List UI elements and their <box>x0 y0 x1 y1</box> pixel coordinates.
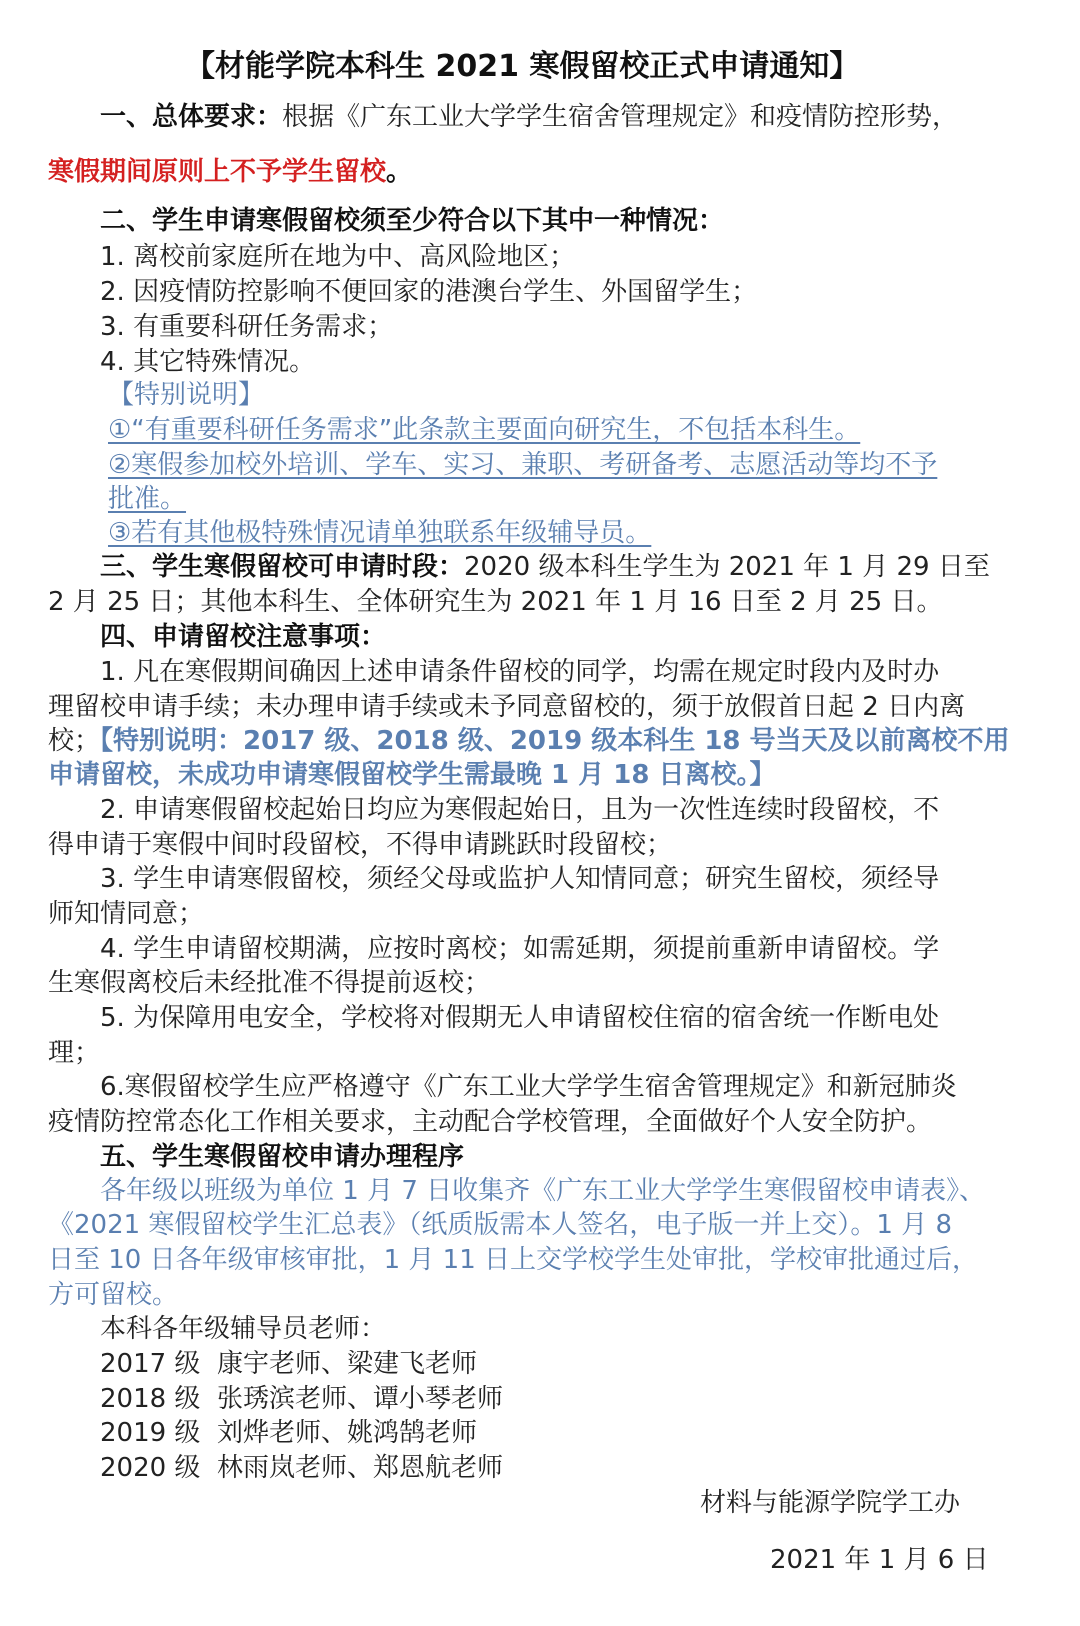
counselor-row-2017: 2017 级 康宇老师、梁建飞老师 <box>100 1349 477 1379</box>
section-2-item-2: 2. 因疫情防控影响不便回家的港澳台学生、外国留学生； <box>100 277 758 307</box>
counselor-row-2020: 2020 级 林雨岚老师、郑恩航老师 <box>100 1453 503 1483</box>
signature-org: 材料与能源学院学工办 <box>700 1488 961 1518</box>
section-4-p2-l2: 得申请于寒假中间时段留校，不得申请跳跃时段留校； <box>48 830 673 860</box>
section-2-item-4: 4. 其它特殊情况。 <box>100 347 316 377</box>
section-2-item-1: 1. 离校前家庭所在地为中、高风险地区； <box>100 242 576 272</box>
notice-title: 【材能学院本科生 2021 寒假留校正式申请通知】 <box>185 49 860 84</box>
section-4-p4-l1: 4. 学生申请留校期满，应按时离校；如需延期，须提前重新申请留校。学 <box>100 934 940 964</box>
section-4-p1-l3-start: 校； <box>48 726 101 756</box>
section-5-heading: 五、学生寒假留校申请办理程序 <box>100 1142 465 1172</box>
section-4-p3-l2: 师知情同意； <box>48 899 205 929</box>
section-3-heading: 三、学生寒假留校可申请时段： <box>100 552 465 582</box>
section-5-l2: 《2021 寒假留校学生汇总表》（纸质版需本人签名，电子版一并上交）。1 月 8 <box>48 1210 953 1240</box>
section-4-p1-l2: 理留校申请手续；未办理申请手续或未予同意留校的，须于放假首日起 2 日内离 <box>48 692 966 722</box>
section-4-p5-l1: 5. 为保障用电安全，学校将对假期无人申请留校住宿的宿舍统一作断电处 <box>100 1003 940 1033</box>
section-1-line-2 <box>48 155 412 189</box>
section-5-l3: 日至 10 日各年级审核审批，1 月 11 日上交学校学生处审批，学校审批通过后， <box>48 1245 979 1275</box>
section-1-heading: 一、总体要求： <box>100 102 283 132</box>
counselors-heading: 本科各年级辅导员老师： <box>100 1314 387 1344</box>
section-4-special-note: 【特别说明：2017 级、2018 级、2019 级本科生 18 号当天及以前离校不用 <box>100 726 1010 756</box>
section-4-p3-l1: 3. 学生申请寒假留校，须经父母或监护人知情同意；研究生留校，须经导 <box>100 864 940 894</box>
special-note-1: ①“有重要科研任务需求”此条款主要面向研究生，不包括本科生。 <box>108 415 861 445</box>
section-4-p6-l1: 6.寒假留校学生应严格遵守《广东工业大学学生宿舍管理规定》和新冠肺炎 <box>100 1072 957 1102</box>
section-4-special-note-cont: 申请留校，未成功申请寒假留校学生需最晚 1 月 18 日离校。】 <box>48 760 776 790</box>
section-3-text-2: 2 月 25 日；其他本科生、全体研究生为 2021 年 1 月 16 日至 2 月 25 日。 <box>48 587 943 617</box>
counselor-row-2018: 2018 级 张琇滨老师、谭小琴老师 <box>100 1384 503 1414</box>
section-5-l4: 方可留校。 <box>48 1280 179 1310</box>
special-note-heading: 【特别说明】 <box>108 380 265 410</box>
section-4-p6-l2: 疫情防控常态化工作相关要求，主动配合学校管理，全面做好个人安全防护。 <box>48 1107 933 1137</box>
section-4-p5-l2: 理； <box>48 1038 101 1068</box>
special-note-2: ②寒假参加校外培训、学车、实习、兼职、考研备考、志愿活动等均不予 <box>108 450 938 480</box>
section-1-red-notice: 寒假期间原则上不予学生留校 <box>48 157 387 187</box>
section-4-p1-l3 <box>48 724 1010 758</box>
section-3-text-1: 2020 级本科生学生为 2021 年 1 月 29 日至 <box>464 552 990 582</box>
section-1-line-1 <box>100 100 958 134</box>
section-1-period: 。 <box>386 157 413 187</box>
section-5-l1: 各年级以班级为单位 1 月 7 日收集齐《广东工业大学学生寒假留校申请表》、 <box>100 1176 986 1206</box>
section-4-p4-l2: 生寒假离校后未经批准不得提前返校； <box>48 968 491 998</box>
section-4-p2-l1: 2. 申请寒假留校起始日均应为寒假起始日，且为一次性连续时段留校，不 <box>100 795 940 825</box>
signature-date: 2021 年 1 月 6 日 <box>770 1545 989 1575</box>
special-note-2-cont: 批准。 <box>108 484 187 514</box>
section-4-p1-l1: 1. 凡在寒假期间确因上述申请条件留校的同学，均需在规定时段内及时办 <box>100 657 940 687</box>
section-3-line-1 <box>100 550 990 584</box>
special-note-3: ③若有其他极特殊情况请单独联系年级辅导员。 <box>108 518 652 548</box>
section-4-heading: 四、申请留校注意事项： <box>100 622 387 652</box>
section-2-heading: 二、学生申请寒假留校须至少符合以下其中一种情况： <box>100 206 725 236</box>
section-1-text: 根据《广东工业大学学生宿舍管理规定》和疫情防控形势， <box>282 102 959 132</box>
section-2-item-3: 3. 有重要科研任务需求； <box>100 312 394 342</box>
counselor-row-2019: 2019 级 刘烨老师、姚鸿鹄老师 <box>100 1418 477 1448</box>
